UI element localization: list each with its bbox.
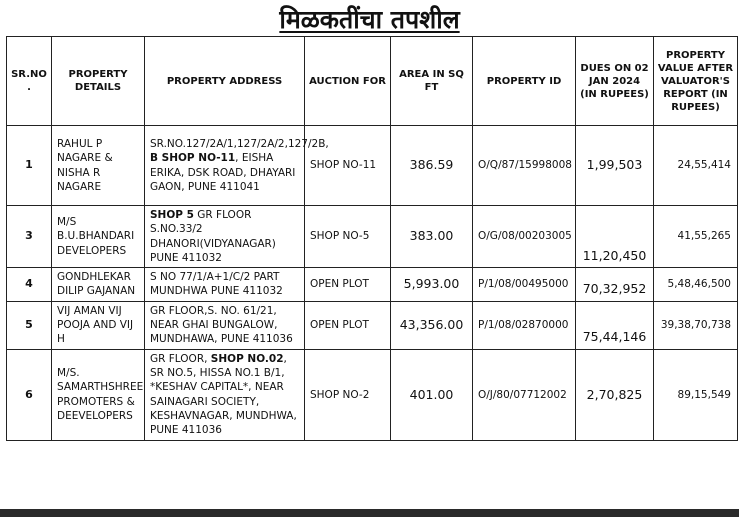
address-cell: [145, 126, 329, 206]
dues-cell: 2,70,825: [576, 349, 654, 440]
property-table: [6, 36, 738, 441]
table-row: [7, 206, 738, 268]
address-shop-bold: SHOP NO.02: [210, 352, 284, 365]
header-property-id: PROPERTY ID: [473, 37, 576, 126]
value-cell: 24,55,414: [654, 126, 738, 206]
table-row: [7, 349, 738, 440]
page-title: मिळकतींचा तपशील: [279, 5, 460, 34]
details-cell: GONDHLEKAR DILIP GAJANAN: [52, 268, 145, 302]
header-property-address: PROPERTY ADDRESS: [145, 37, 305, 126]
table-row: [7, 126, 738, 206]
address-text: SR.NO.127/2A/1,127/2A/2,127/2B,: [150, 137, 329, 150]
header-property-value: PROPERTY VALUE AFTER VALUATOR'S REPORT (IN RUPEES): [654, 37, 738, 126]
auction-cell: SHOP NO-5: [305, 206, 391, 268]
area-cell: 43,356.00: [391, 301, 473, 349]
address-cell: [145, 349, 305, 440]
area-cell: 401.00: [391, 349, 473, 440]
property-id-cell: O/Q/87/15998008: [473, 126, 576, 206]
value-cell: 89,15,549: [654, 349, 738, 440]
sr-cell: 5: [7, 301, 52, 349]
dues-cell: 70,32,952: [576, 268, 654, 302]
value-cell: 39,38,70,738: [654, 301, 738, 349]
property-id-cell: O/G/08/00203005: [473, 206, 576, 268]
property-id-cell: O/J/80/07712002: [473, 349, 576, 440]
address-text: , EISHA ERIKA, DSK ROAD, DHAYARI GAON, PUNE 411041: [150, 152, 296, 193]
auction-cell: OPEN PLOT: [305, 268, 391, 302]
address-text: GR FLOOR S.NO.33/2 DHANORI(VIDYANAGAR) PUNE 411032: [150, 209, 276, 264]
header-area: AREA IN SQ FT: [391, 37, 473, 126]
sr-cell: 6: [7, 349, 52, 440]
details-cell: VIJ AMAN VIJ POOJA AND VIJ H: [52, 301, 145, 349]
header-sr-no: SR.NO .: [7, 37, 52, 126]
sr-cell: 3: [7, 206, 52, 268]
area-cell: 383.00: [391, 206, 473, 268]
address-text: GR FLOOR,: [150, 352, 211, 365]
dues-cell: 75,44,146: [576, 301, 654, 349]
details-cell: M/S B.U.BHANDARI DEVELOPERS: [52, 206, 145, 268]
address-cell: [145, 206, 305, 268]
details-cell: M/S. SAMARTHSHREE PROMOTERS & DEEVELOPERS: [52, 349, 145, 440]
area-cell: 386.59: [391, 126, 473, 206]
table-header-row: [7, 37, 738, 126]
property-id-cell: P/1/08/02870000: [473, 301, 576, 349]
value-cell: 41,55,265: [654, 206, 738, 268]
sr-cell: 4: [7, 268, 52, 302]
header-property-details: PROPERTY DETAILS: [52, 37, 145, 126]
auction-cell: OPEN PLOT: [305, 301, 391, 349]
address-cell: [145, 268, 305, 302]
dues-cell: 11,20,450: [576, 206, 654, 268]
dues-cell: 1,99,503: [576, 126, 654, 206]
auction-cell: SHOP NO-2: [305, 349, 391, 440]
address-text: S NO 77/1/A+1/C/2 PART MUNDHWA PUNE 411032: [150, 271, 283, 298]
taskbar-strip: [0, 509, 739, 517]
property-id-cell: P/1/08/00495000: [473, 268, 576, 302]
details-cell: RAHUL P NAGARE & NISHA R NAGARE: [52, 126, 145, 206]
sr-cell: 1: [7, 126, 52, 206]
area-cell: 5,993.00: [391, 268, 473, 302]
address-cell: [145, 301, 305, 349]
address-text: GR FLOOR,S. NO. 61/21, NEAR GHAI BUNGALOW, MUNDHAWA, PUNE 411036: [150, 304, 293, 346]
header-dues: DUES ON 02 JAN 2024 (IN RUPEES): [576, 37, 654, 126]
table-row: [7, 301, 738, 349]
address-shop-bold: SHOP 5: [150, 209, 194, 221]
value-cell: 5,48,46,500: [654, 268, 738, 302]
address-shop-bold: B SHOP NO-11: [150, 152, 236, 165]
address-text: , SR NO.5, HISSA NO.1 B/1, *KESHAV CAPITAL*, NEAR SAINAGARI SOCIETY, KESHAVNAGAR, MUNDHWA, PUNE 411036: [150, 352, 297, 437]
header-auction-for: AUCTION FOR: [305, 37, 391, 126]
table-row: [7, 268, 738, 302]
auction-cell: SHOP NO-11: [305, 126, 391, 206]
